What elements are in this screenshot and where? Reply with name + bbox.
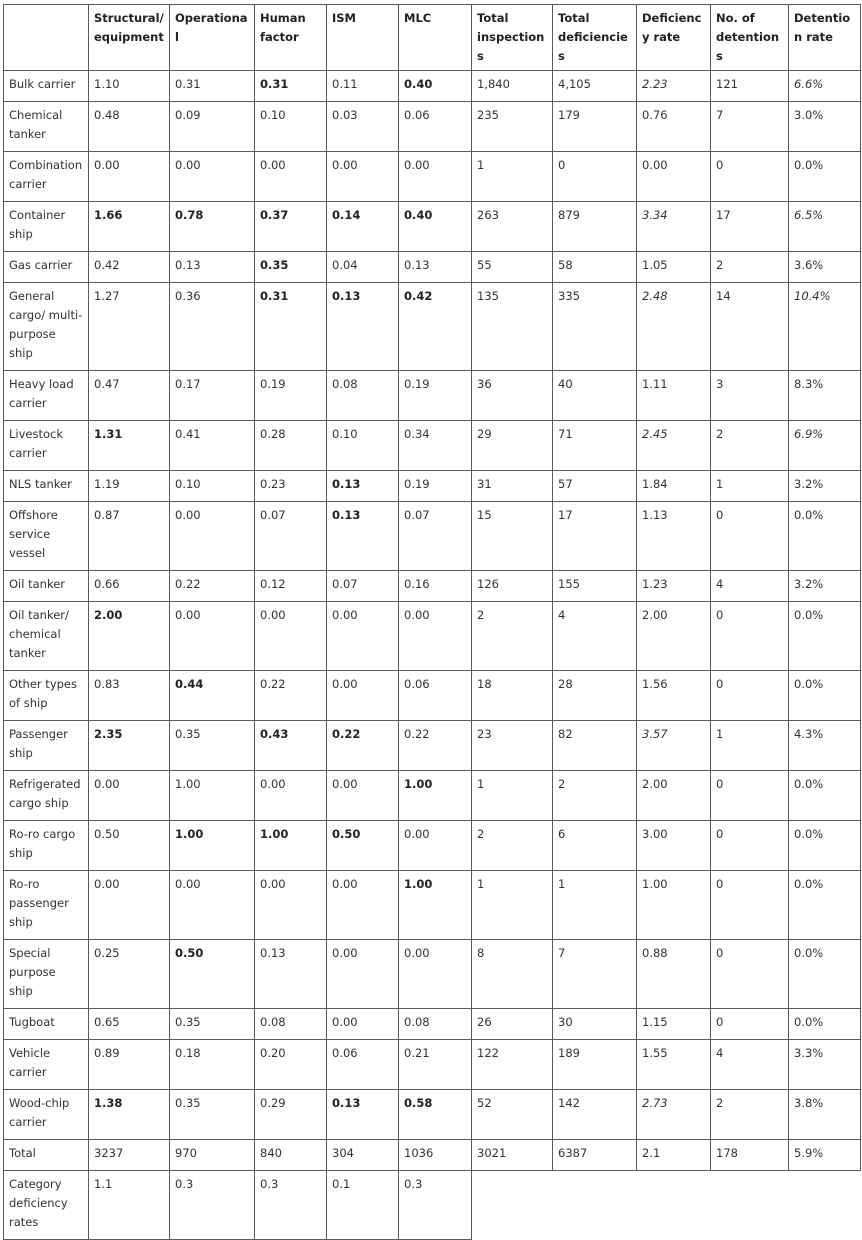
header-row [4, 5, 861, 71]
table-cell: 0.17 [170, 371, 255, 421]
table-cell: 178 [711, 1140, 789, 1171]
table-cell: 0.00 [170, 502, 255, 571]
table-cell: 0 [711, 671, 789, 721]
row-label: Total [4, 1140, 89, 1171]
table-cell: 970 [170, 1140, 255, 1171]
table-cell: 0.00 [637, 152, 711, 202]
table-row [4, 1009, 861, 1040]
table-cell: 1 [553, 871, 637, 940]
table-cell: 1.56 [637, 671, 711, 721]
table-cell: 57 [553, 471, 637, 502]
table-cell: 0.23 [255, 471, 327, 502]
table-cell: 6387 [553, 1140, 637, 1171]
row-label: Offshore service vessel [4, 502, 89, 571]
table-cell: 0.0% [789, 871, 861, 940]
table-cell: 82 [553, 721, 637, 771]
table-cell: 3.57 [637, 721, 711, 771]
table-row [4, 371, 861, 421]
table-cell: 1.84 [637, 471, 711, 502]
table-cell: 0.22 [327, 721, 399, 771]
table-cell: 18 [472, 671, 553, 721]
table-cell: 6.5% [789, 202, 861, 252]
table-cell: 0.28 [255, 421, 327, 471]
table-row [4, 940, 861, 1009]
table-cell: 1.11 [637, 371, 711, 421]
table-cell: 840 [255, 1140, 327, 1171]
table-cell: 0 [711, 602, 789, 671]
table-cell: 4 [711, 1040, 789, 1090]
table-cell: 0.19 [255, 371, 327, 421]
table-cell: 0.48 [89, 102, 170, 152]
table-cell: 155 [553, 571, 637, 602]
row-label: General cargo/ multi-purpose ship [4, 283, 89, 371]
table-cell: 0 [711, 1009, 789, 1040]
table-row [4, 571, 861, 602]
table-cell: 3.34 [637, 202, 711, 252]
table-cell: 0.13 [255, 940, 327, 1009]
table-cell: 0.00 [255, 602, 327, 671]
table-cell: 1.15 [637, 1009, 711, 1040]
table-cell: 8.3% [789, 371, 861, 421]
column-header: Detention rate [789, 5, 861, 71]
table-row [4, 1090, 861, 1140]
table-row [4, 671, 861, 721]
table-cell: 3.3% [789, 1040, 861, 1090]
table-cell: 0.08 [399, 1009, 472, 1040]
row-label: Tugboat [4, 1009, 89, 1040]
table-cell: 3 [711, 371, 789, 421]
table-cell: 0.07 [399, 502, 472, 571]
table-cell: 0.19 [399, 371, 472, 421]
table-cell: 0.83 [89, 671, 170, 721]
table-cell: 0.0% [789, 152, 861, 202]
table-row [4, 202, 861, 252]
table-cell: 0.22 [255, 671, 327, 721]
row-label: Passenger ship [4, 721, 89, 771]
table-cell: 2.48 [637, 283, 711, 371]
table-cell: 3.00 [637, 821, 711, 871]
table-cell: 0.00 [399, 940, 472, 1009]
row-label: Wood-chip carrier [4, 1090, 89, 1140]
table-cell: 1 [472, 771, 553, 821]
table-cell: 0.0% [789, 1009, 861, 1040]
table-cell: 1.27 [89, 283, 170, 371]
table-cell: 235 [472, 102, 553, 152]
table-cell: 0 [711, 771, 789, 821]
table-cell: 0.50 [89, 821, 170, 871]
row-label: NLS tanker [4, 471, 89, 502]
row-label: Oil tanker [4, 571, 89, 602]
table-cell: 0.00 [327, 871, 399, 940]
table-cell: 0.04 [327, 252, 399, 283]
table-cell: 0 [711, 940, 789, 1009]
table-cell: 29 [472, 421, 553, 471]
table-cell: 304 [327, 1140, 399, 1171]
table-cell: 0.10 [327, 421, 399, 471]
table-cell: 15 [472, 502, 553, 571]
table-cell: 335 [553, 283, 637, 371]
row-label: Special purpose ship [4, 940, 89, 1009]
table-row [4, 1140, 861, 1171]
deficiency-table [3, 4, 861, 1240]
table-cell: 0.34 [399, 421, 472, 471]
table-cell: 0.00 [399, 152, 472, 202]
empty-cell [472, 1171, 553, 1240]
table-cell: 0.16 [399, 571, 472, 602]
table-cell: 1 [472, 871, 553, 940]
row-label: Oil tanker/ chemical tanker [4, 602, 89, 671]
table-cell: 0.00 [399, 821, 472, 871]
table-cell: 6.6% [789, 71, 861, 102]
table-cell: 0.07 [327, 571, 399, 602]
table-cell: 0.29 [255, 1090, 327, 1140]
table-cell: 0.1 [327, 1171, 399, 1240]
table-cell: 0.06 [399, 671, 472, 721]
table-cell: 0.13 [170, 252, 255, 283]
table-cell: 0.40 [399, 202, 472, 252]
table-cell: 2 [711, 421, 789, 471]
table-cell: 0.0% [789, 502, 861, 571]
table-cell: 0.00 [327, 152, 399, 202]
table-cell: 1 [472, 152, 553, 202]
table-cell: 0.0% [789, 671, 861, 721]
table-cell: 6.9% [789, 421, 861, 471]
table-cell: 0.21 [399, 1040, 472, 1090]
table-cell: 14 [711, 283, 789, 371]
table-cell: 0.13 [327, 1090, 399, 1140]
table-cell: 3021 [472, 1140, 553, 1171]
column-header: Total inspections [472, 5, 553, 71]
table-cell: 0.3 [255, 1171, 327, 1240]
table-cell: 0.00 [327, 602, 399, 671]
table-cell: 0.22 [399, 721, 472, 771]
table-cell: 0 [711, 502, 789, 571]
table-cell: 3.2% [789, 471, 861, 502]
column-header: Total deficiencies [553, 5, 637, 71]
table-cell: 0.47 [89, 371, 170, 421]
table-cell: 0.41 [170, 421, 255, 471]
table-container [3, 4, 860, 1240]
row-label: Category deficiency rates [4, 1171, 89, 1240]
column-header: MLC [399, 5, 472, 71]
table-cell: 4.3% [789, 721, 861, 771]
table-cell: 0.3 [399, 1171, 472, 1240]
table-cell: 0 [553, 152, 637, 202]
table-cell: 0.0% [789, 821, 861, 871]
row-label: Ro-ro passenger ship [4, 871, 89, 940]
table-cell: 0.0% [789, 771, 861, 821]
table-cell: 2 [553, 771, 637, 821]
table-row [4, 471, 861, 502]
table-cell: 2.23 [637, 71, 711, 102]
table-cell: 0.00 [89, 871, 170, 940]
table-cell: 0.31 [255, 283, 327, 371]
table-cell: 58 [553, 252, 637, 283]
table-cell: 0.00 [327, 671, 399, 721]
table-cell: 0.08 [255, 1009, 327, 1040]
column-header: Human factor [255, 5, 327, 71]
table-cell: 2.00 [637, 602, 711, 671]
table-cell: 17 [553, 502, 637, 571]
table-cell: 2.00 [89, 602, 170, 671]
table-cell: 52 [472, 1090, 553, 1140]
table-cell: 0.10 [255, 102, 327, 152]
table-cell: 31 [472, 471, 553, 502]
table-cell: 28 [553, 671, 637, 721]
table-cell: 0.35 [255, 252, 327, 283]
table-cell: 0.06 [327, 1040, 399, 1090]
table-row [4, 502, 861, 571]
table-cell: 0.13 [327, 283, 399, 371]
row-label: Combination carrier [4, 152, 89, 202]
row-label: Vehicle carrier [4, 1040, 89, 1090]
table-cell: 0.00 [327, 940, 399, 1009]
table-cell: 5.9% [789, 1140, 861, 1171]
table-cell: 36 [472, 371, 553, 421]
table-cell: 0.87 [89, 502, 170, 571]
table-cell: 2 [472, 602, 553, 671]
table-row [4, 721, 861, 771]
row-label: Refrigerated cargo ship [4, 771, 89, 821]
table-cell: 0.42 [89, 252, 170, 283]
table-cell: 179 [553, 102, 637, 152]
table-cell: 6 [553, 821, 637, 871]
table-row [4, 252, 861, 283]
table-cell: 0.13 [327, 471, 399, 502]
table-row [4, 71, 861, 102]
table-cell: 121 [711, 71, 789, 102]
column-header: No. of detentions [711, 5, 789, 71]
table-cell: 30 [553, 1009, 637, 1040]
table-cell: 0.00 [399, 602, 472, 671]
table-cell: 3.0% [789, 102, 861, 152]
table-cell: 1.10 [89, 71, 170, 102]
table-cell: 55 [472, 252, 553, 283]
table-cell: 3237 [89, 1140, 170, 1171]
empty-cell [711, 1171, 789, 1240]
table-cell: 0.00 [255, 871, 327, 940]
table-cell: 0.12 [255, 571, 327, 602]
table-cell: 0.14 [327, 202, 399, 252]
table-cell: 122 [472, 1040, 553, 1090]
table-cell: 0.19 [399, 471, 472, 502]
table-cell: 0.20 [255, 1040, 327, 1090]
table-cell: 135 [472, 283, 553, 371]
table-cell: 0.50 [327, 821, 399, 871]
table-cell: 0.00 [170, 602, 255, 671]
table-cell: 1.38 [89, 1090, 170, 1140]
table-cell: 0.89 [89, 1040, 170, 1090]
table-row [4, 152, 861, 202]
table-cell: 0.00 [327, 1009, 399, 1040]
table-cell: 0.3 [170, 1171, 255, 1240]
table-cell: 8 [472, 940, 553, 1009]
table-cell: 1.23 [637, 571, 711, 602]
table-cell: 0.13 [399, 252, 472, 283]
table-cell: 40 [553, 371, 637, 421]
table-cell: 0.11 [327, 71, 399, 102]
row-label: Other types of ship [4, 671, 89, 721]
table-cell: 0.00 [89, 771, 170, 821]
table-cell: 0.65 [89, 1009, 170, 1040]
table-cell: 0.00 [255, 152, 327, 202]
table-cell: 263 [472, 202, 553, 252]
table-cell: 0.00 [170, 152, 255, 202]
table-cell: 1.1 [89, 1171, 170, 1240]
table-cell: 0.07 [255, 502, 327, 571]
table-cell: 7 [553, 940, 637, 1009]
row-label: Chemical tanker [4, 102, 89, 152]
table-cell: 1.00 [399, 871, 472, 940]
table-cell: 3.2% [789, 571, 861, 602]
column-header: ISM [327, 5, 399, 71]
table-cell: 0.0% [789, 940, 861, 1009]
table-cell: 2.45 [637, 421, 711, 471]
table-cell: 0.09 [170, 102, 255, 152]
table-cell: 7 [711, 102, 789, 152]
row-label: Container ship [4, 202, 89, 252]
table-cell: 4 [711, 571, 789, 602]
empty-cell [553, 1171, 637, 1240]
table-cell: 0 [711, 871, 789, 940]
column-header: Structural/ equipment [89, 5, 170, 71]
table-cell: 4,105 [553, 71, 637, 102]
table-cell: 10.4% [789, 283, 861, 371]
table-cell: 1.05 [637, 252, 711, 283]
table-cell: 71 [553, 421, 637, 471]
table-cell: 1.00 [170, 771, 255, 821]
table-cell: 1.00 [170, 821, 255, 871]
table-cell: 0.40 [399, 71, 472, 102]
table-cell: 1.00 [637, 871, 711, 940]
table-row [4, 821, 861, 871]
table-cell: 1 [711, 471, 789, 502]
table-cell: 1 [711, 721, 789, 771]
table-cell: 0.08 [327, 371, 399, 421]
table-cell: 2.1 [637, 1140, 711, 1171]
table-cell: 0.76 [637, 102, 711, 152]
table-row [4, 771, 861, 821]
empty-cell [789, 1171, 861, 1240]
table-cell: 2.73 [637, 1090, 711, 1140]
table-cell: 0.0% [789, 602, 861, 671]
table-cell: 2 [711, 1090, 789, 1140]
table-cell: 17 [711, 202, 789, 252]
table-cell: 2 [711, 252, 789, 283]
table-cell: 1.66 [89, 202, 170, 252]
table-row [4, 102, 861, 152]
table-cell: 4 [553, 602, 637, 671]
table-cell: 0.00 [170, 871, 255, 940]
column-header: Deficiency rate [637, 5, 711, 71]
table-body [4, 71, 861, 1240]
column-header [4, 5, 89, 71]
row-label: Livestock carrier [4, 421, 89, 471]
table-cell: 126 [472, 571, 553, 602]
table-row [4, 421, 861, 471]
table-cell: 0.78 [170, 202, 255, 252]
table-row [4, 283, 861, 371]
table-cell: 1036 [399, 1140, 472, 1171]
table-cell: 1.13 [637, 502, 711, 571]
table-cell: 1.00 [399, 771, 472, 821]
table-cell: 0.31 [170, 71, 255, 102]
table-cell: 0.22 [170, 571, 255, 602]
table-cell: 189 [553, 1040, 637, 1090]
table-cell: 879 [553, 202, 637, 252]
table-cell: 0.31 [255, 71, 327, 102]
table-cell: 0.00 [327, 771, 399, 821]
table-cell: 2.35 [89, 721, 170, 771]
table-row [4, 602, 861, 671]
row-label: Gas carrier [4, 252, 89, 283]
table-cell: 3.6% [789, 252, 861, 283]
table-cell: 0.25 [89, 940, 170, 1009]
table-cell: 1.55 [637, 1040, 711, 1090]
table-cell: 1.19 [89, 471, 170, 502]
table-cell: 0.03 [327, 102, 399, 152]
table-row [4, 1040, 861, 1090]
table-cell: 0.36 [170, 283, 255, 371]
table-cell: 0.42 [399, 283, 472, 371]
table-cell: 0.35 [170, 721, 255, 771]
table-cell: 0.10 [170, 471, 255, 502]
row-label: Ro-ro cargo ship [4, 821, 89, 871]
table-cell: 0.88 [637, 940, 711, 1009]
table-cell: 0.35 [170, 1090, 255, 1140]
table-cell: 0 [711, 821, 789, 871]
table-cell: 0.06 [399, 102, 472, 152]
column-header: Operational [170, 5, 255, 71]
footer-row [4, 1171, 861, 1240]
table-cell: 1.31 [89, 421, 170, 471]
table-cell: 0.66 [89, 571, 170, 602]
table-cell: 0.37 [255, 202, 327, 252]
table-cell: 0.58 [399, 1090, 472, 1140]
table-cell: 142 [553, 1090, 637, 1140]
table-cell: 0.44 [170, 671, 255, 721]
empty-cell [637, 1171, 711, 1240]
table-cell: 1,840 [472, 71, 553, 102]
table-cell: 1.00 [255, 821, 327, 871]
table-cell: 3.8% [789, 1090, 861, 1140]
table-cell: 0.13 [327, 502, 399, 571]
table-cell: 2 [472, 821, 553, 871]
table-cell: 0.50 [170, 940, 255, 1009]
table-row [4, 871, 861, 940]
table-cell: 0.35 [170, 1009, 255, 1040]
row-label: Bulk carrier [4, 71, 89, 102]
table-cell: 0.18 [170, 1040, 255, 1090]
table-cell: 0.00 [255, 771, 327, 821]
table-cell: 26 [472, 1009, 553, 1040]
table-cell: 0.43 [255, 721, 327, 771]
table-cell: 0 [711, 152, 789, 202]
table-cell: 0.00 [89, 152, 170, 202]
table-cell: 23 [472, 721, 553, 771]
row-label: Heavy load carrier [4, 371, 89, 421]
table-cell: 2.00 [637, 771, 711, 821]
